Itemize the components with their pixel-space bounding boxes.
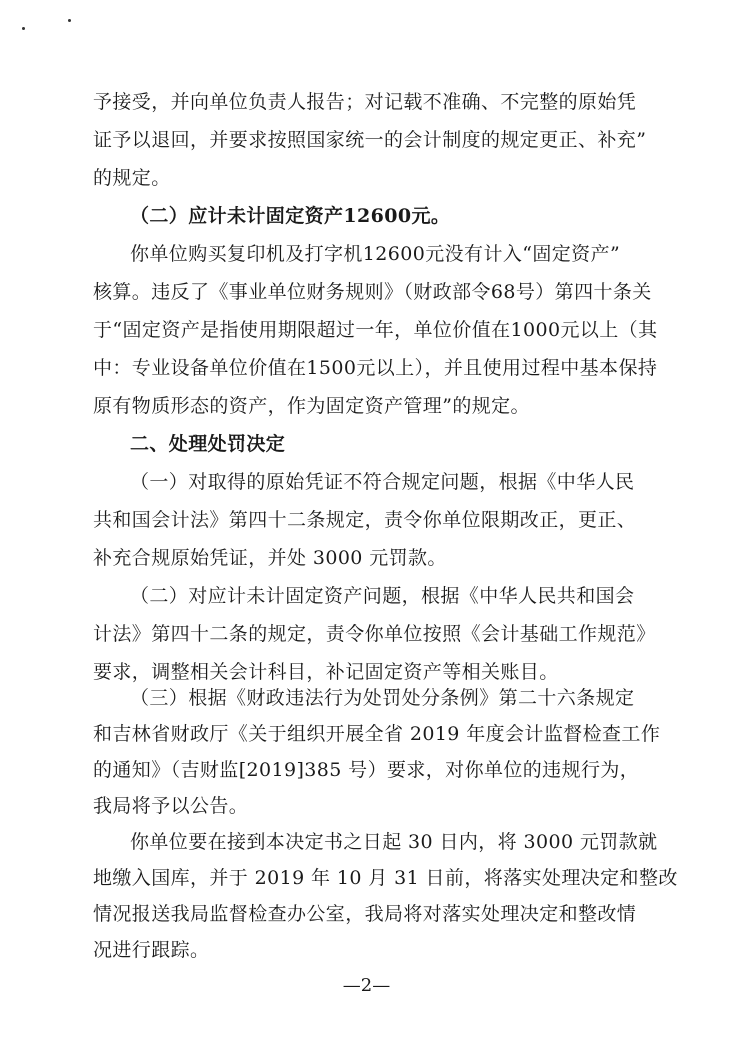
text-line: 情况报送我局监督检查办公室，我局将对落实处理决定和整改情	[93, 903, 637, 925]
text-line: 地缴入国库，并于 2019 年 10 月 31 日前，将落实处理决定和整改	[93, 867, 678, 889]
text-line: 要求，调整相关会计科目，补记固定资产等相关账目。	[93, 661, 559, 683]
scan-speck	[68, 19, 71, 22]
text-line: （三）根据《财政违法行为处罚处分条例》第二十六条规定	[130, 687, 635, 709]
text-line: 共和国会计法》第四十二条规定，责令你单位限期改正，更正、	[93, 509, 637, 531]
text-line: 的通知》（吉财监[2019]385 号）要求，对你单位的违规行为，	[93, 759, 640, 781]
text-line: 于“固定资产是指使用期限超过一年，单位价值在1000元以上（其	[93, 319, 658, 341]
text-line: 你单位购买复印机及打字机12600元没有计入“固定资产”	[130, 243, 621, 265]
text-line: 原有物质形态的资产，作为固定资产管理”的规定。	[93, 395, 530, 417]
text-line: 的规定。	[93, 167, 171, 189]
text-line: 予接受，并向单位负责人报告；对记载不准确、不完整的原始凭	[93, 91, 637, 113]
section-heading: 二、处理处罚决定	[130, 433, 286, 455]
text-line: （二）对应计未计固定资产问题，根据《中华人民共和国会	[130, 585, 635, 607]
page-number: —2—	[342, 975, 391, 996]
text-line: 中：专业设备单位价值在1500元以上），并且使用过程中基本保持	[93, 357, 658, 379]
text-line: 补充合规原始凭证，并处 3000 元罚款。	[93, 547, 447, 569]
text-line: 计法》第四十二条的规定，责令你单位按照《会计基础工作规范》	[93, 623, 656, 645]
scan-speck	[22, 27, 25, 30]
text-line: 证予以退回，并要求按照国家统一的会计制度的规定更正、补充”	[93, 129, 647, 151]
text-line: 你单位要在接到本决定书之日起 30 日内，将 3000 元罚款就	[130, 831, 658, 853]
text-line: 和吉林省财政厅《关于组织开展全省 2019 年度会计监督检查工作	[93, 723, 661, 745]
text-line: 核算。违反了《事业单位财务规则》（财政部令68号）第四十条关	[93, 281, 652, 303]
text-line: （一）对取得的原始凭证不符合规定问题，根据《中华人民	[130, 471, 635, 493]
text-line: 我局将予以公告。	[93, 795, 249, 817]
text-line: 况进行跟踪。	[93, 939, 210, 961]
section-heading: （二）应计未计固定资产12600元。	[130, 205, 451, 227]
